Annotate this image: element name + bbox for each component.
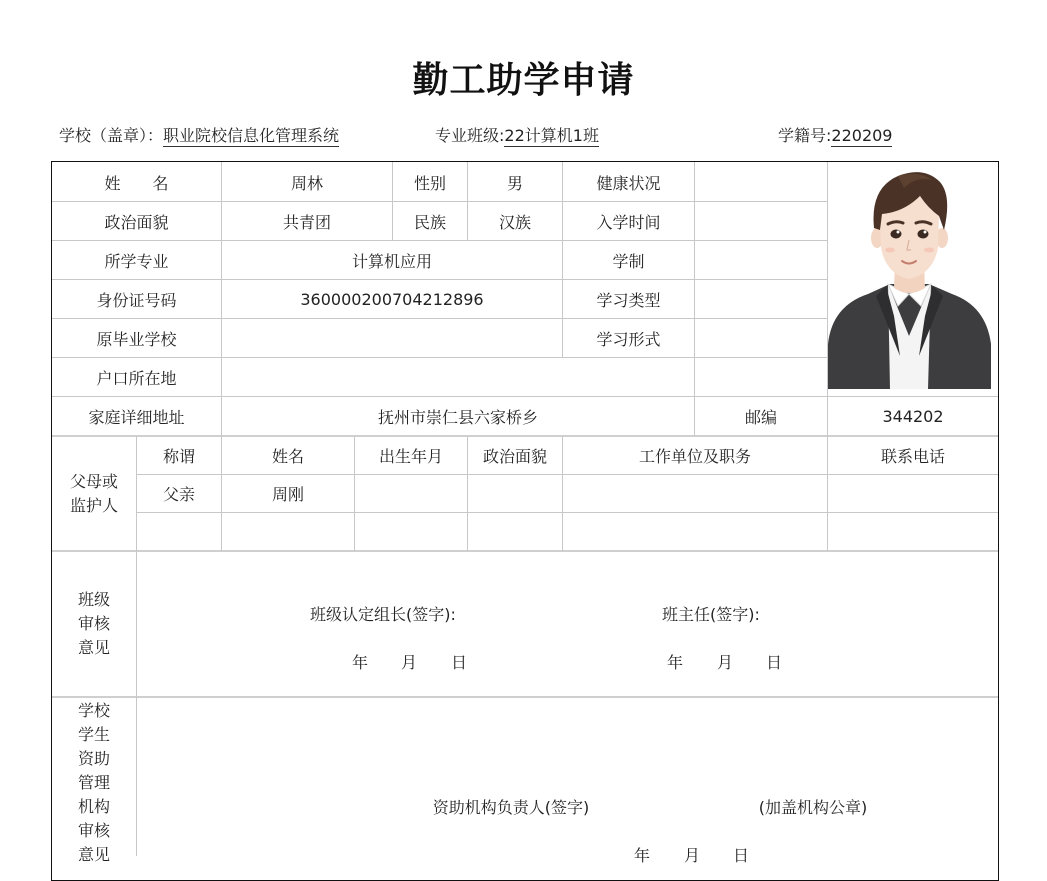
class-value: 22计算机1班 [504, 126, 599, 145]
date-year: 年 [351, 652, 368, 672]
address-label: 家庭详细地址 [88, 407, 185, 427]
guardian-cell [468, 475, 562, 512]
guardian-column-header: 出生年月 [378, 447, 443, 466]
political-label: 政治面貌 [104, 212, 169, 232]
ethnic-label: 民族 [413, 212, 446, 232]
date-day: 日 [732, 845, 749, 865]
guardian-cell [828, 475, 998, 512]
guardian-cell: 父亲 [162, 485, 195, 504]
class-review-label-line: 意见 [77, 638, 110, 657]
school-review-label [52, 699, 136, 867]
enroll-label: 入学时间 [596, 212, 661, 232]
guardian-column-header: 姓名 [271, 447, 304, 466]
guardian-cell [563, 513, 827, 550]
date-day: 日 [765, 652, 782, 672]
guardian-cell [563, 475, 827, 512]
guardian-label-line: 父母或 [69, 471, 118, 491]
gender-value: 男 [506, 173, 523, 193]
major-value: 计算机应用 [351, 251, 432, 271]
guardian-cell [355, 475, 467, 512]
prev-school-label: 原毕业学校 [96, 329, 177, 349]
name-label: 姓 名 [104, 173, 169, 193]
guardian-label [52, 437, 136, 550]
class-leader-signature: 班级认定组长(签字): [310, 604, 456, 624]
date-year: 年 [633, 845, 650, 865]
guardian-column-header: 联系电话 [880, 447, 945, 466]
study-form-value [695, 319, 827, 357]
postcode-value: 344202 [882, 406, 944, 426]
postcode-label: 邮编 [744, 407, 777, 427]
guardian-cell: 周刚 [271, 485, 304, 504]
avatar [828, 166, 991, 389]
system-label: 学制 [612, 251, 645, 271]
guardian-column-header: 政治面貌 [482, 447, 547, 466]
date-month: 月 [400, 652, 417, 672]
school-label: 学校（盖章）： [59, 126, 164, 145]
school-review-label-line: 机构 [77, 797, 110, 816]
political-value: 共青团 [282, 212, 331, 232]
student-no-value: 220209 [831, 126, 893, 145]
date-month: 月 [683, 845, 700, 865]
date-month: 月 [716, 652, 733, 672]
school-review-label-line: 管理 [77, 773, 110, 792]
health-label: 健康状况 [596, 173, 661, 193]
school-review-label-line: 学生 [77, 725, 110, 744]
id-value: 360000200704212896 [300, 289, 484, 309]
class-label: 专业班级: [435, 126, 505, 145]
date-year: 年 [666, 652, 683, 672]
id-label: 身份证号码 [96, 290, 177, 310]
school-value: 职业院校信息化管理系统 [163, 126, 340, 145]
aid-office-seal: (加盖机构公章) [758, 797, 868, 817]
aid-head-signature: 资助机构负责人(签字) [432, 797, 590, 817]
school-review-label-line: 资助 [77, 749, 110, 768]
address-value: 抚州市崇仁县六家桥乡 [377, 407, 538, 427]
school-review-label-line: 审核 [77, 821, 110, 840]
system-value [695, 241, 827, 279]
health-value [695, 163, 827, 201]
grid-line [52, 550, 998, 552]
student-no-label: 学籍号: [778, 126, 832, 145]
school-field [59, 123, 339, 146]
school-review-label-line: 意见 [77, 845, 110, 864]
guardian-column-header: 工作单位及职务 [638, 447, 751, 466]
hukou-value [222, 358, 827, 396]
gender-label: 性别 [413, 173, 446, 193]
guardian-cell [828, 513, 998, 550]
guardian-label-line: 监护人 [69, 495, 118, 515]
hukou-label: 户口所在地 [96, 368, 177, 388]
study-form-label: 学习形式 [596, 329, 661, 349]
study-type-label: 学习类型 [596, 290, 661, 310]
grid-line [52, 696, 998, 698]
prev-school-value [222, 319, 562, 357]
class-teacher-signature: 班主任(签字): [662, 604, 760, 624]
class-review-label-line: 班级 [77, 590, 110, 609]
class-review-label [52, 552, 136, 696]
page-title: 勤工助学申请 [412, 60, 635, 101]
guardian-cell [355, 513, 467, 550]
enroll-value [695, 202, 827, 240]
student-no-field [778, 123, 892, 146]
name-value: 周林 [290, 173, 323, 193]
student-photo [828, 166, 991, 389]
date-day: 日 [450, 652, 467, 672]
guardian-column-header: 称谓 [162, 447, 195, 466]
school-review-label-line: 学校 [77, 701, 110, 720]
ethnic-value: 汉族 [498, 212, 531, 232]
class-review-label-line: 审核 [77, 614, 110, 633]
study-type-value [695, 280, 827, 318]
major-label: 所学专业 [104, 251, 169, 271]
guardian-cell [137, 513, 221, 550]
guardian-cell [468, 513, 562, 550]
guardian-cell [222, 513, 354, 550]
class-field [435, 123, 599, 146]
